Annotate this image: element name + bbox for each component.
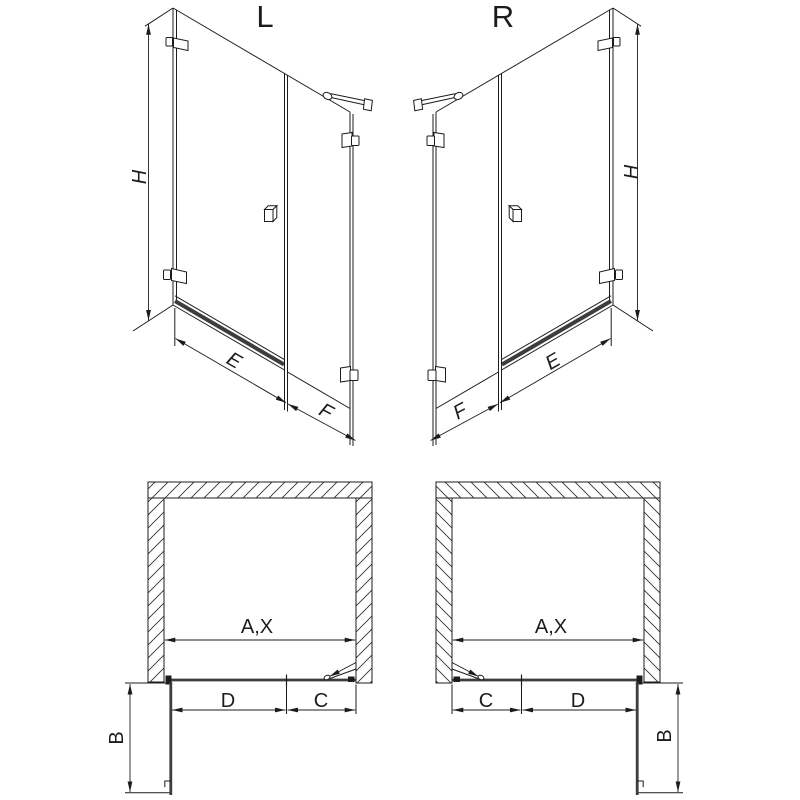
plan-left-view <box>125 482 372 795</box>
elevation-right-view <box>414 8 653 446</box>
dim-label-panel-width-left: F <box>315 399 337 425</box>
dim-label-opening-left: A,X <box>240 616 274 638</box>
dim-label-swing-right: B <box>654 729 676 743</box>
dim-label-door-width-left: E <box>222 347 246 374</box>
plan-right-view <box>436 482 683 795</box>
dim-label-swing-left: B <box>106 731 128 745</box>
elevation-left-view <box>133 8 372 446</box>
dim-label-door-width-right: E <box>541 348 565 375</box>
dim-label-height-right: H <box>621 164 643 180</box>
dim-label-door-right: D <box>570 690 586 712</box>
view-label-r: R <box>491 0 515 34</box>
dim-label-height-left: H <box>129 169 151 185</box>
dim-label-door-left: D <box>220 690 236 712</box>
view-label-l: L <box>256 0 274 34</box>
dim-label-panel-left: C <box>313 690 329 712</box>
dim-label-opening-right: A,X <box>534 616 568 638</box>
dim-label-panel-width-right: F <box>449 399 471 425</box>
dim-label-panel-right: C <box>478 690 494 712</box>
